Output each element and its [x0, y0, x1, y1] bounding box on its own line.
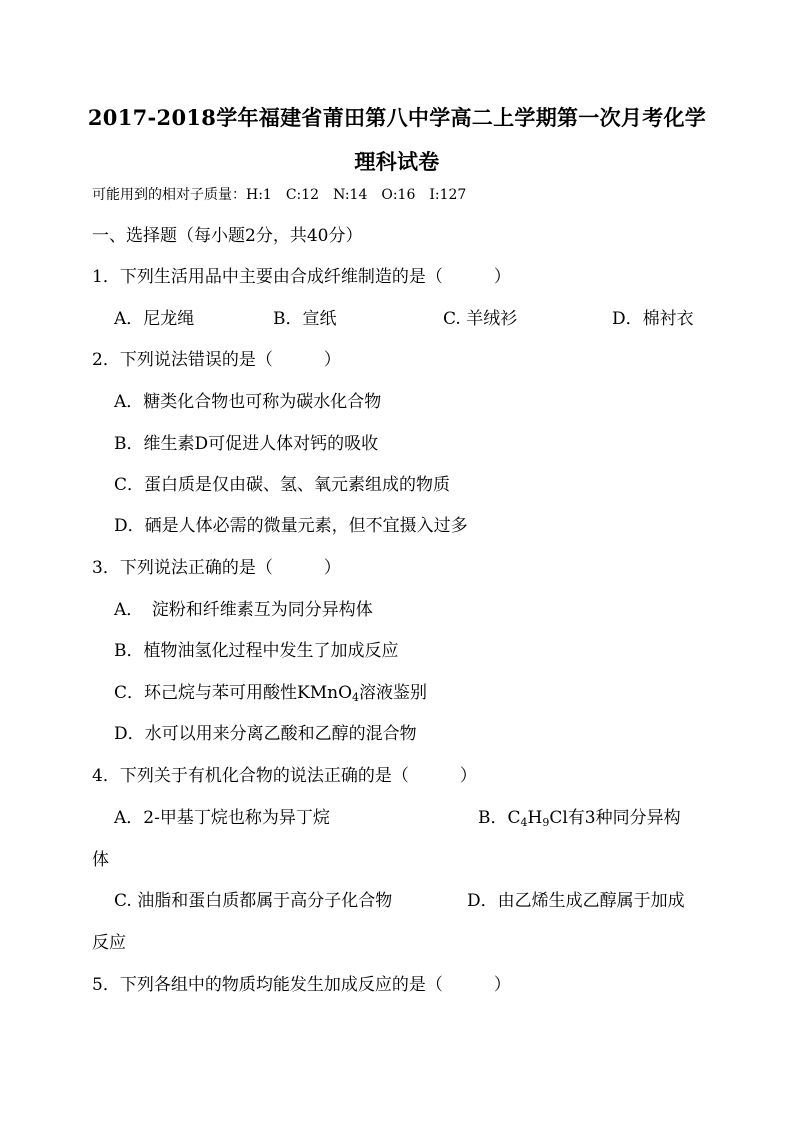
q1-option-d: D．棉衬衣 — [612, 309, 694, 329]
q1-option-c: C. 羊绒衫 — [443, 309, 518, 329]
question-1-stem: 1．下列生活用品中主要由合成纤维制造的是（ ） — [92, 267, 511, 287]
exam-title-line1: 2017-2018学年福建省莆田第八中学高二上学期第一次月考化学 — [87, 105, 707, 130]
q4-option-d: D．由乙烯生成乙醇属于加成 — [467, 891, 685, 911]
q4-option-b-wrap: 体 — [92, 850, 109, 870]
q2-option-c: C．蛋白质是仅由碳、氢、氧元素组成的物质 — [114, 475, 451, 495]
q3-option-c — [114, 678, 427, 703]
question-3-stem: 3．下列说法正确的是（ ） — [92, 558, 341, 578]
question-5-stem: 5．下列各组中的物质均能发生加成反应的是（ ） — [92, 975, 511, 995]
q4-option-b-text: B．C — [478, 808, 521, 828]
q4-option-c: C. 油脂和蛋白质都属于高分子化合物 — [114, 891, 393, 911]
q3-option-c-text: C．环己烷与苯可用酸性KMnO — [114, 683, 352, 703]
q4-option-b-subscript-1: 4 — [520, 816, 528, 829]
q3-option-a: A． 淀粉和纤维素互为同分异构体 — [114, 600, 373, 620]
q3-option-c-subscript: 4 — [352, 691, 359, 704]
q1-option-b: B．宣纸 — [273, 309, 337, 329]
q4-option-b-text-end: Cl有3种同分异构 — [549, 808, 681, 828]
q4-option-d-wrap: 反应 — [92, 933, 126, 953]
q4-option-b-text-mid: H — [527, 808, 543, 828]
q3-option-c-text-end: 溶液鉴别 — [359, 683, 427, 703]
q2-option-a: A．糖类化合物也可称为碳水化合物 — [114, 392, 382, 412]
q4-option-a: A．2-甲基丁烷也称为异丁烷 — [114, 808, 330, 828]
q4-option-b-subscript-2: 9 — [542, 816, 550, 829]
q2-option-d: D．硒是人体必需的微量元素，但不宜摄入过多 — [114, 516, 468, 536]
question-4-stem: 4．下列关于有机化合物的说法正确的是（ ） — [92, 766, 477, 786]
q2-option-b: B．维生素D可促进人体对钙的吸收 — [114, 434, 379, 454]
section-heading: 一、选择题（每小题2分，共40分） — [92, 226, 363, 246]
q1-option-a: A．尼龙绳 — [114, 309, 195, 329]
atomic-masses-note: 可能用到的相对子质量：H:1 C:12 N:14 O:16 I:127 — [92, 187, 467, 203]
q3-option-b: B．植物油氢化过程中发生了加成反应 — [114, 641, 399, 661]
exam-title-line2: 理科试卷 — [354, 149, 440, 174]
q3-option-d: D．水可以用来分离乙酸和乙醇的混合物 — [114, 724, 417, 744]
question-2-stem: 2．下列说法错误的是（ ） — [92, 350, 341, 370]
q4-option-b — [478, 803, 681, 828]
